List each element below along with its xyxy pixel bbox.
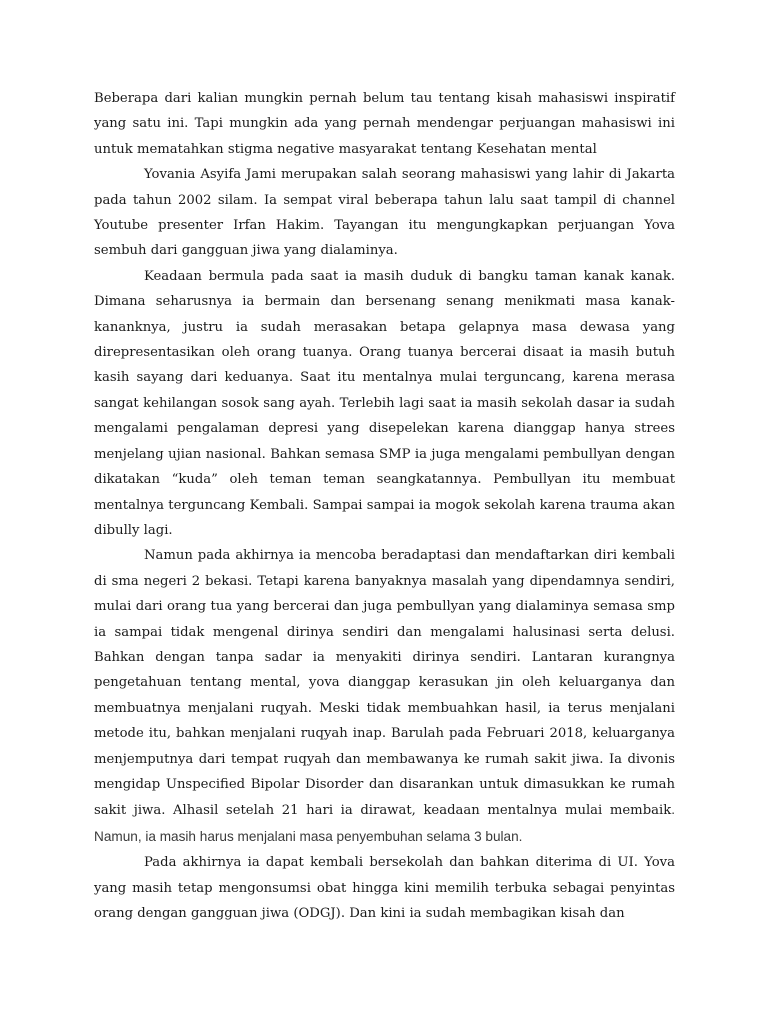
document-body [94,86,675,926]
paragraph-yovania-profile: Yovania Asyifa Jami merupakan salah seorang mahasiswi yang lahir di Jakarta pada tahun 2002 silam. Ia sempat viral beberapa tahun lalu saat tampil di channel Youtube presenter Irfan Hakim. Tayangan itu mengungkapkan perjuangan Yova sembuh dari gangguan jiwa yang dialaminya. [94,167,675,259]
paragraph-intro: Beberapa dari kalian mungkin pernah belum tau tentang kisah mahasiswi inspiratif yang satu ini. Tapi mungkin ada yang pernah mendengar perjuangan mahasiswi ini untuk mematahkan stigma negative masyarakat tentang Kesehatan mental [94,91,675,157]
paragraph-treatment [94,543,675,850]
paragraph-recovery: Pada akhirnya ia dapat kembali bersekolah dan bahkan diterima di UI. Yova yang masih tetap mengonsumsi obat hingga kini memilih terbuka sebagai penyintas orang dengan gangguan jiwa (ODGJ). Dan kini ia sudah membagikan kisah dan [94,855,675,921]
paragraph-treatment-tail: . Namun, ia masih harus menjalani masa penyembuhan selama 3 bulan. [94,802,675,844]
paragraph-childhood: Keadaan bermula pada saat ia masih duduk di bangku taman kanak kanak. Dimana seharusnya ia bermain dan bersenang senang menikmati masa kanak-kananknya, justru ia sudah merasakan betapa gelapnya masa dewasa yang direpresentasikan oleh orang tuanya. Orang tuanya bercerai disaat ia masih butuh kasih sayang dari keduanya. Saat itu mentalnya mulai terguncang, karena merasa sangat kehilangan sosok sang ayah. Terlebih lagi saat ia masih sekolah dasar ia sudah mengalami pengalaman depresi yang disepelekan karena dianggap hanya strees menjelang ujian nasional. Bahkan semasa SMP ia juga mengalami pembullyan dengan dikatakan “kuda” oleh teman teman seangkatannya. Pembullyan itu membuat mentalnya terguncang Kembali. Sampai sampai ia mogok sekolah karena trauma akan dibully lagi. [94,268,675,538]
paragraph-treatment-text: Namun pada akhirnya ia mencoba beradaptasi dan mendaftarkan diri kembali di sma negeri 2 bekasi. Tetapi karena banyaknya masalah yang dipendamnya sendiri, mulai dari orang tua yang bercerai dan juga pembullyan yang dialaminya semasa smp ia sampai tidak mengenal dirinya sendiri dan mengalami halusinasi serta delusi. Bahkan dengan tanpa sadar ia menyakiti dirinya sendiri. Lantaran kurangnya pengetahuan tentang mental, yova dianggap kerasukan jin oleh keluarganya dan membuatnya menjalani ruqyah. Meski tidak membuahkan hasil, ia terus menjalani metode itu, bahkan menjalani ruqyah inap. Barulah pada Februari 2018, keluarganya menjemputnya dari tempat ruqyah dan membawanya ke rumah sakit jiwa. Ia divonis mengidap Unspecified Bipolar Disorder dan disarankan untuk dimasukkan ke rumah sakit jiwa. Alhasil setelah 21 hari ia dirawat, keadaan mentalnya mulai membaik [94,548,675,819]
